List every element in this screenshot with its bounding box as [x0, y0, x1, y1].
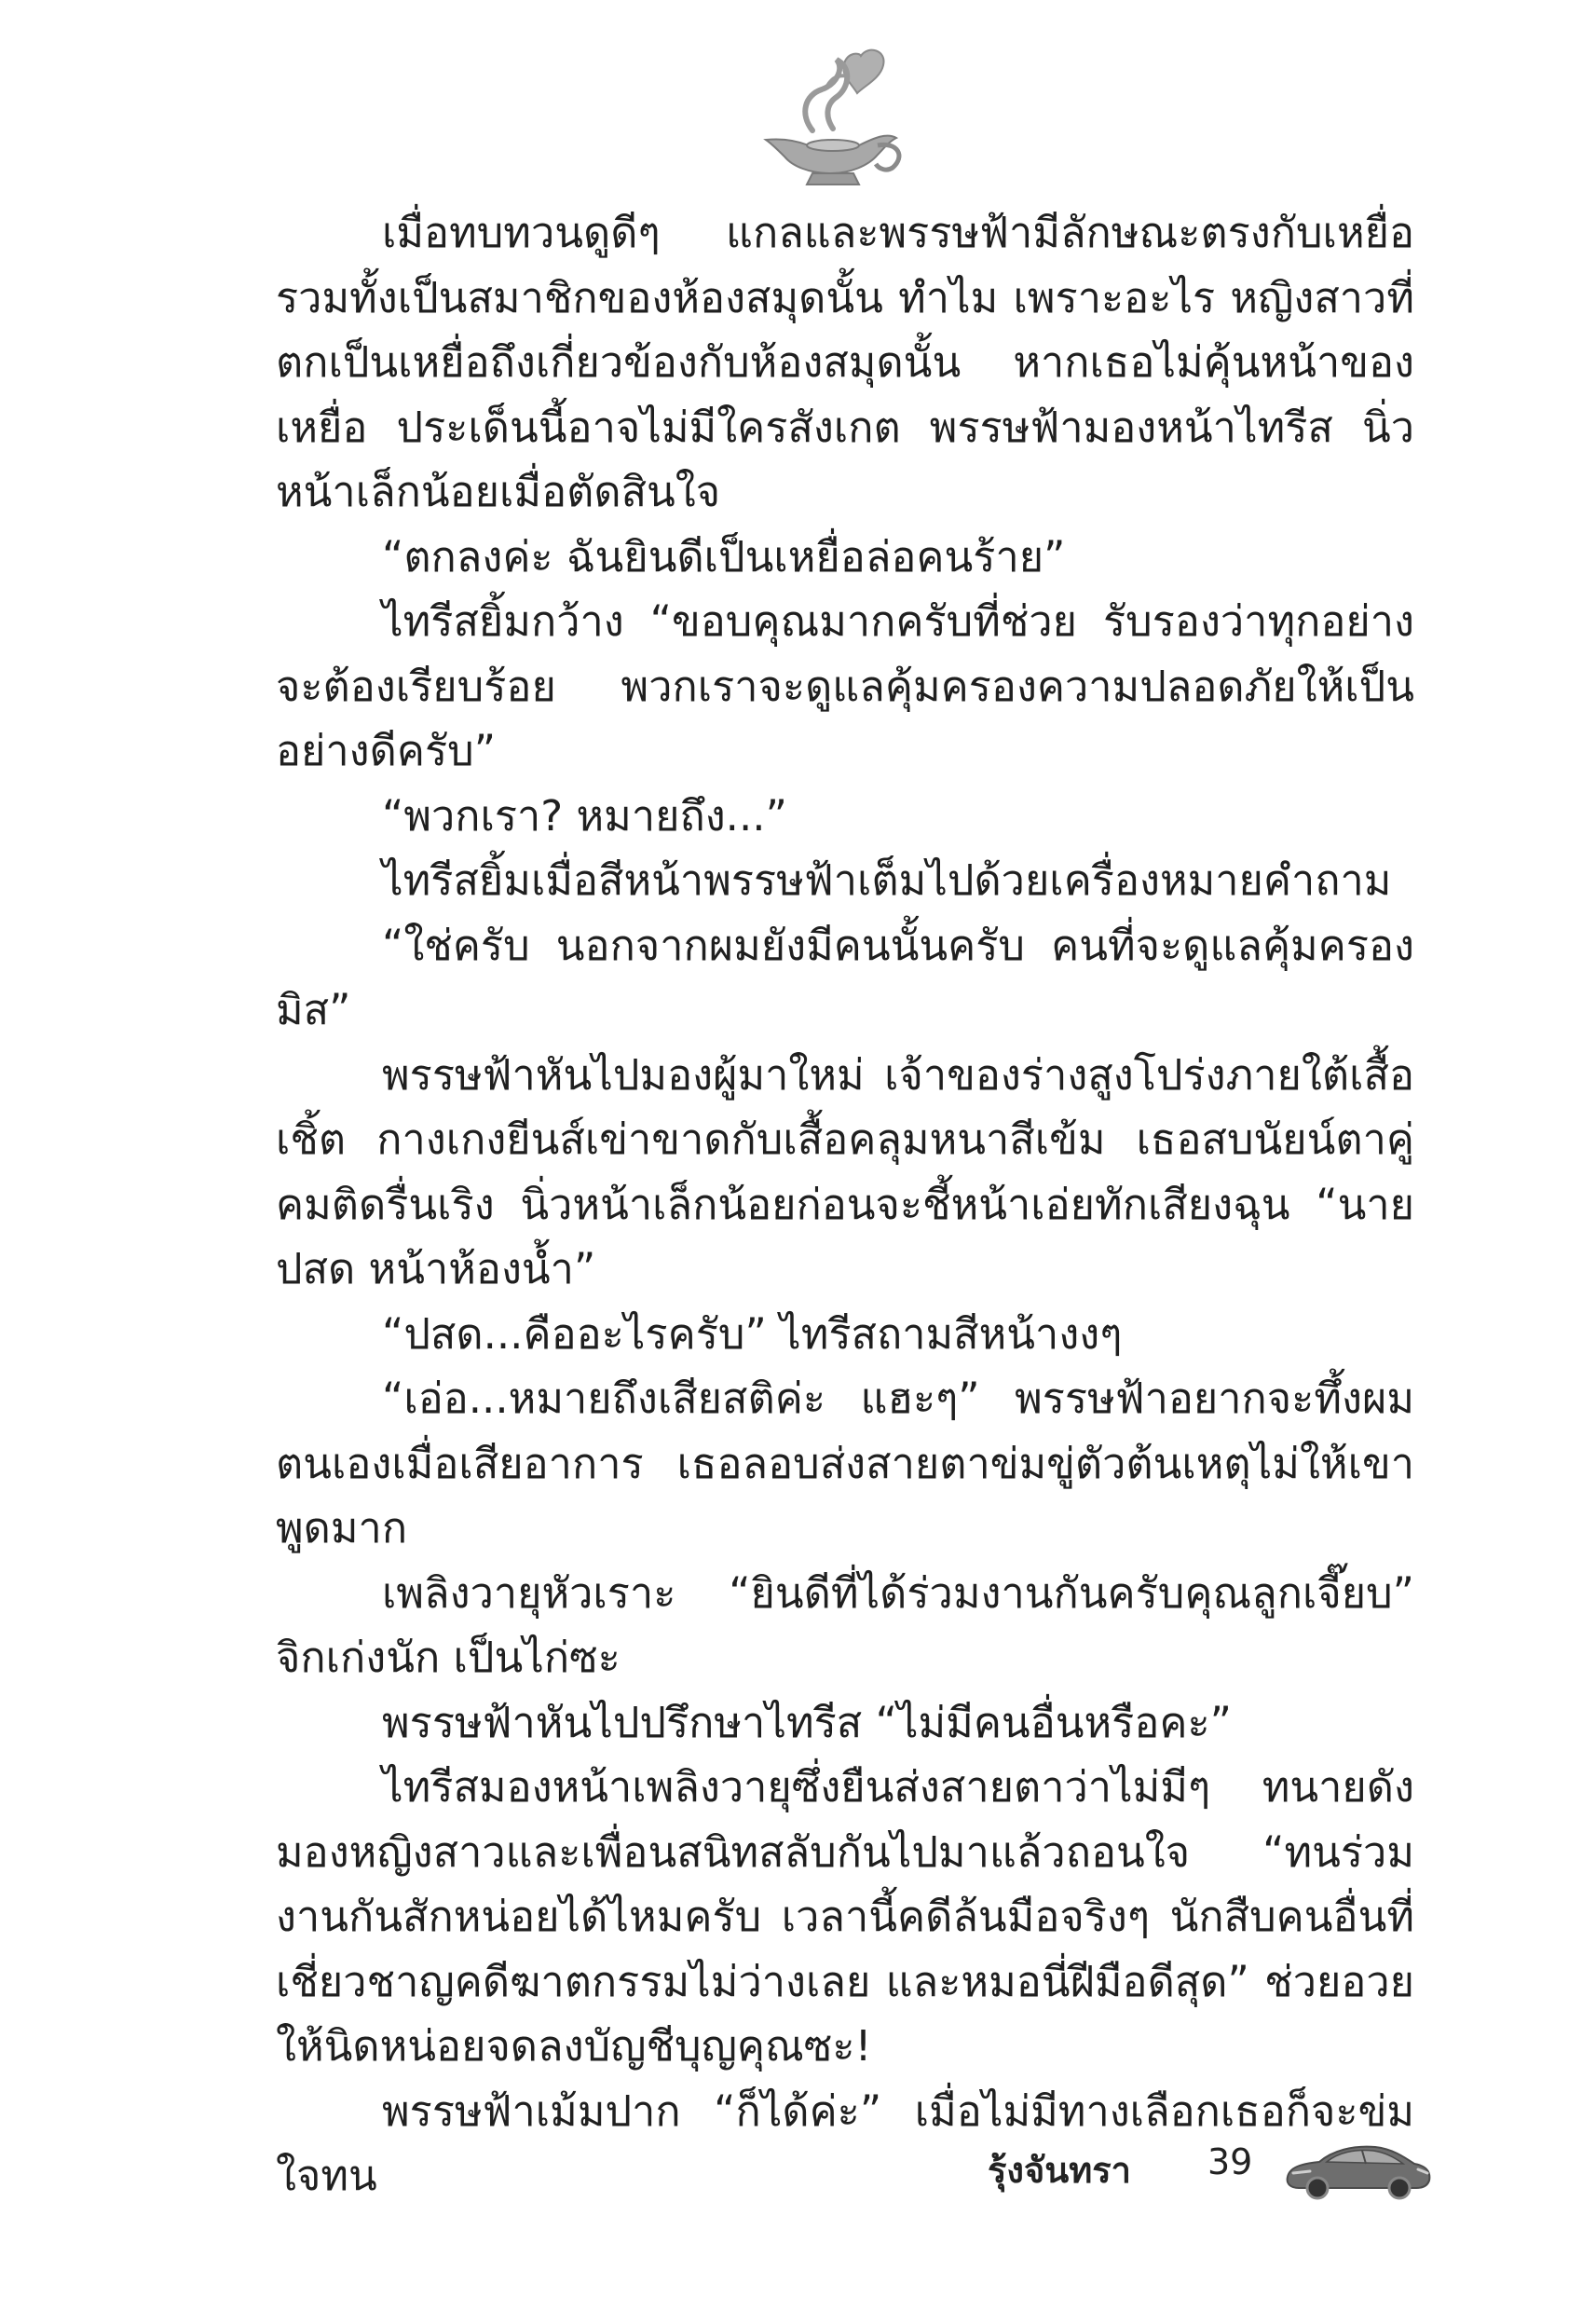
paragraph: “ตกลงค่ะ ฉันยินดีเป็นเหยื่อล่อคนร้าย”: [382, 531, 1066, 581]
body-text: [276, 200, 1414, 2208]
paragraph: “เอ่อ...หมายถึงเสียสติค่ะ แฮะๆ” พรรษฟ้าอยากจะทึ้งผมตนเองเมื่อเสียอาการ เธอลอบส่งสายตาข่มขู่ตัวต้นเหตุไม่ให้เขาพูดมาก: [276, 1374, 1414, 1552]
paragraph: พรรษฟ้าเม้มปาก “ก็ได้ค่ะ” เมื่อไม่มีทางเลือกเธอก็จะข่มใจทน: [276, 2085, 1414, 2200]
genie-lamp-icon: [747, 48, 915, 188]
paragraph: พรรษฟ้าหันไปมองผู้มาใหม่ เจ้าของร่างสูงโปร่งภายใต้เสื้อเชิ้ต กางเกงยีนส์เข่าขาดกับเสื้อคลุมหนาสีเข้ม เธอสบนัยน์ตาคู่คมติดรื่นเริง นิ่วหน้าเล็กน้อยก่อนจะชี้หน้าเอ่ยทักเสียงฉุน “นาย ปสด หน้าห้องน้ำ”: [276, 1049, 1414, 1293]
paragraph: เพลิงวายุหัวเราะ “ยินดีที่ได้ร่วมงานกันครับคุณลูกเจี๊ยบ” จิกเก่งนัก เป็นไก่ซะ: [276, 1567, 1414, 1682]
sports-car-icon: [1282, 2136, 1433, 2201]
page-number: 39: [1207, 2141, 1253, 2182]
paragraph: ไทรีสยิ้มกว้าง “ขอบคุณมากครับที่ช่วย รับรองว่าทุกอย่างจะต้องเรียบร้อย พวกเราจะดูแลคุ้มครองความปลอดภัยให้เป็นอย่างดีครับ”: [276, 596, 1414, 775]
paragraph: “ใช่ครับ นอกจากผมยังมีคนนั้นครับ คนที่จะดูแลคุ้มครองมิส”: [276, 920, 1414, 1034]
paragraph: ไทรีสมองหน้าเพลิงวายุซึ่งยืนส่งสายตาว่าไม่มีๆ ทนายดังมองหญิงสาวและเพื่อนสนิทสลับกันไปมาแล้วถอนใจ “ทนร่วมงานกันสักหน่อยได้ไหมครับ เวลานี้คดีล้นมือจริงๆ นักสืบคนอื่นที่เชี่ยวชาญคดีฆาตกรรมไม่ว่างเลย และหมอนี่ฝีมือดีสุด” ช่วยอวยให้นิดหน่อยจดลงบัญชีบุญคุณซะ!: [276, 1762, 1414, 2071]
page-footer: [988, 2134, 1509, 2208]
paragraph: พรรษฟ้าหันไปปรึกษาไทรีส “ไม่มีคนอื่นหรือคะ”: [382, 1697, 1232, 1747]
paragraph: “ปสด...คืออะไรครับ” ไทรีสถามสีหน้างงๆ: [382, 1308, 1123, 1359]
paragraph: เมื่อทบทวนดูดีๆ แกลและพรรษฟ้ามีลักษณะตรงกับเหยื่อ รวมทั้งเป็นสมาชิกของห้องสมุดนั้น ทำไม เพราะอะไร หญิงสาวที่ตกเป็นเหยื่อถึงเกี่ยวข้องกับห้องสมุดนั้น หากเธอไม่คุ้นหน้าของเหยื่อ ประเด็นนี้อาจไม่มีใครสังเกต พรรษฟ้ามองหน้าไทรีส นิ่วหน้าเล็กน้อยเมื่อตัดสินใจ: [276, 208, 1414, 516]
book-title: รุ้งจันทรา: [988, 2150, 1132, 2191]
paragraph: ไทรีสยิ้มเมื่อสีหน้าพรรษฟ้าเต็มไปด้วยเครื่องหมายคำถาม: [382, 855, 1392, 905]
paragraph: “พวกเรา? หมายถึง...”: [382, 790, 787, 841]
